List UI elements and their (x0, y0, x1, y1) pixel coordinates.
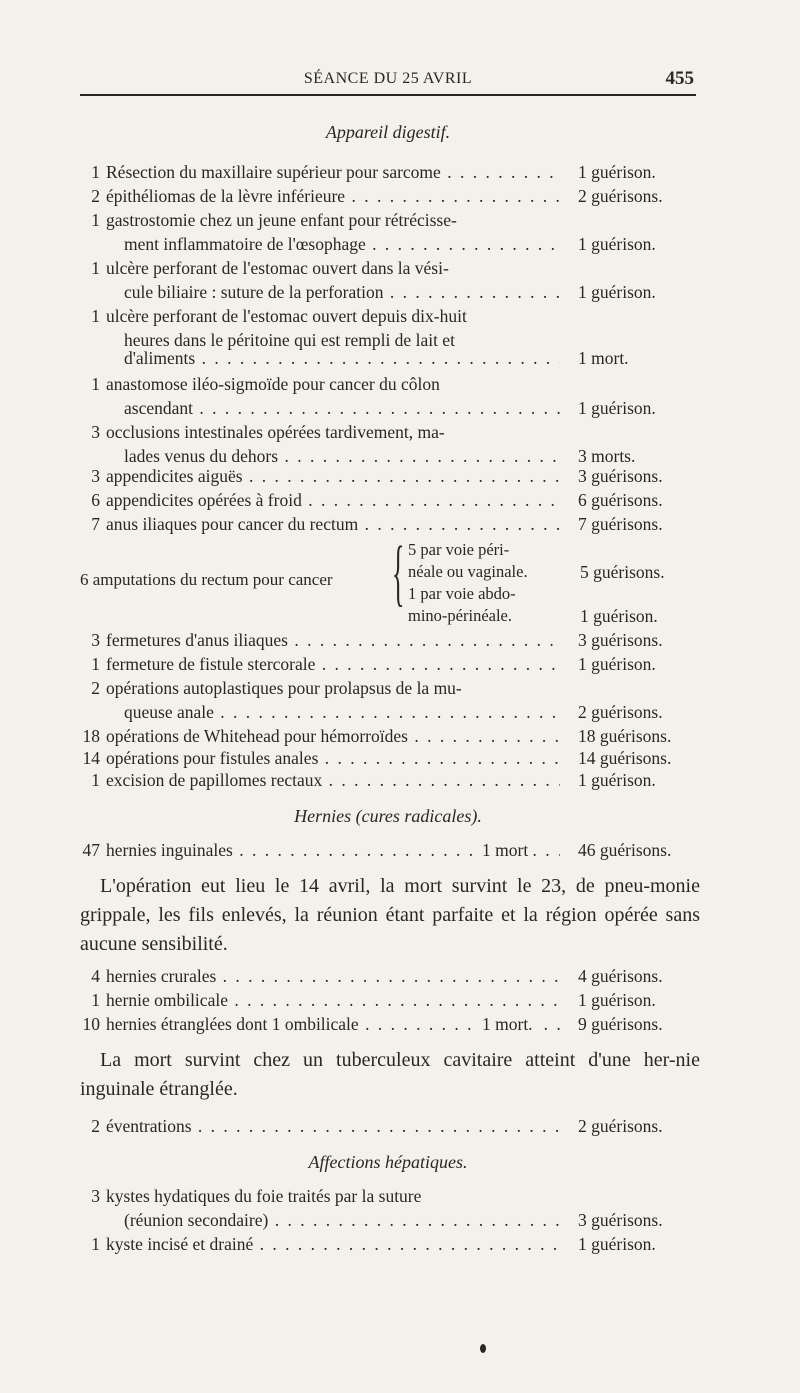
list-item-continuation: ascendant . . . 1 guérison. (80, 396, 700, 420)
amputations-label: 6 amputations du rectum pour cancer (80, 570, 333, 589)
list-item-continuation: ment inflammatoire de l'œsophage . . . 1 guérison. (80, 232, 700, 256)
list-item: 1 ulcère perforant de l'estomac ouvert depuis dix-huit (91, 306, 467, 326)
list-item: 3 appendicites aiguës . . . 3 guérisons. (80, 464, 700, 488)
page-number: 455 (665, 68, 694, 89)
section-title-hernies: Hernies (cures radicales). (294, 806, 482, 826)
list-item: 1 fermeture de fistule stercorale . . . 1 guérison. (80, 652, 700, 676)
list-item: 1 Résection du maxillaire supérieur pour sarcome . . . 1 guérison. (80, 160, 700, 184)
list-item: 1 hernie ombilicale . . . 1 guérison. (80, 988, 700, 1012)
paragraph: La mort survint chez un tuberculeux cavitaire atteint d'une her-nie inguinale étranglée. (80, 1049, 700, 1100)
list-item-continuation: (réunion secondaire) . . . 3 guérisons. (80, 1208, 700, 1232)
amputations-line: néale ou vaginale. (408, 562, 528, 581)
list-item: 7 anus iliaques pour cancer du rectum . . . 7 guérisons. (80, 512, 700, 536)
list-item-continuation: heures dans le péritoine qui est rempli de lait et (124, 330, 455, 350)
list-item: 14 opérations pour fistules anales . . . 14 guérisons. (80, 746, 700, 770)
running-title: SÉANCE DU 25 AVRIL (303, 70, 473, 87)
list-item: 1 kyste incisé et drainé . . . 1 guérison. (80, 1232, 700, 1256)
paragraph: L'opération eut lieu le 14 avril, la mort survint le 23, de pneu-monie grippale, les fils enlevés, la réunion étant parfaite et la région opérée sans aucune sensibilité. (80, 875, 700, 955)
page-header (80, 60, 696, 96)
amputations-line: mino-périnéale. (408, 606, 512, 625)
list-item: 10 hernies étranglées dont 1 ombilicale . . . 1 mort. 9 guérisons. (80, 1012, 700, 1036)
amputations-line: 5 par voie péri- (408, 540, 510, 559)
list-item-continuation: d'aliments . . . 1 mort. (80, 346, 700, 370)
list-item: 4 hernies crurales . . . 4 guérisons. (80, 964, 700, 988)
section-title-hepatiques: Affections hépatiques. (308, 1152, 468, 1172)
list-item: 1 gastrostomie chez un jeune enfant pour rétrécisse- (91, 210, 457, 230)
list-item: 18 opérations de Whitehead pour hémorroïdes . . . 18 guérisons. (80, 724, 700, 748)
ink-mark (480, 1344, 486, 1353)
amputations-result: 5 guérisons. (580, 562, 665, 582)
list-item-continuation: cule biliaire : suture de la perforation . . . 1 guérison. (80, 280, 700, 304)
list-item: 3 kystes hydatiques du foie traités par la suture (91, 1186, 422, 1206)
list-item: 3 fermetures d'anus iliaques . . . 3 guérisons. (80, 628, 700, 652)
section-title-digestif: Appareil digestif. (325, 122, 451, 142)
list-item: 6 appendicites opérées à froid . . . 6 guérisons. (80, 488, 700, 512)
list-item: 47 hernies inguinales . . . 1 mort . 46 guérisons. (80, 838, 700, 862)
brace-glyph: { (392, 532, 405, 614)
list-item-continuation: queuse anale . . . 2 guérisons. (80, 700, 700, 724)
list-item: 1 ulcère perforant de l'estomac ouvert dans la vési- (91, 258, 449, 278)
list-item: 2 éventrations . . . 2 guérisons. (80, 1114, 700, 1138)
amputations-result: 1 guérison. (580, 606, 658, 626)
list-item: 1 anastomose iléo-sigmoïde pour cancer du côlon (91, 374, 440, 394)
list-item: 2 opérations autoplastiques pour prolapsus de la mu- (91, 678, 462, 698)
list-item-continuation: lades venus du dehors . . . 3 morts. (80, 444, 700, 468)
list-item: 3 occlusions intestinales opérées tardivement, ma- (91, 422, 445, 442)
list-item: 1 excision de papillomes rectaux . . . 1 guérison. (80, 768, 700, 792)
amputations-line: 1 par voie abdo- (408, 584, 516, 603)
list-item: 2 épithéliomas de la lèvre inférieure . . . 2 guérisons. (80, 184, 700, 208)
